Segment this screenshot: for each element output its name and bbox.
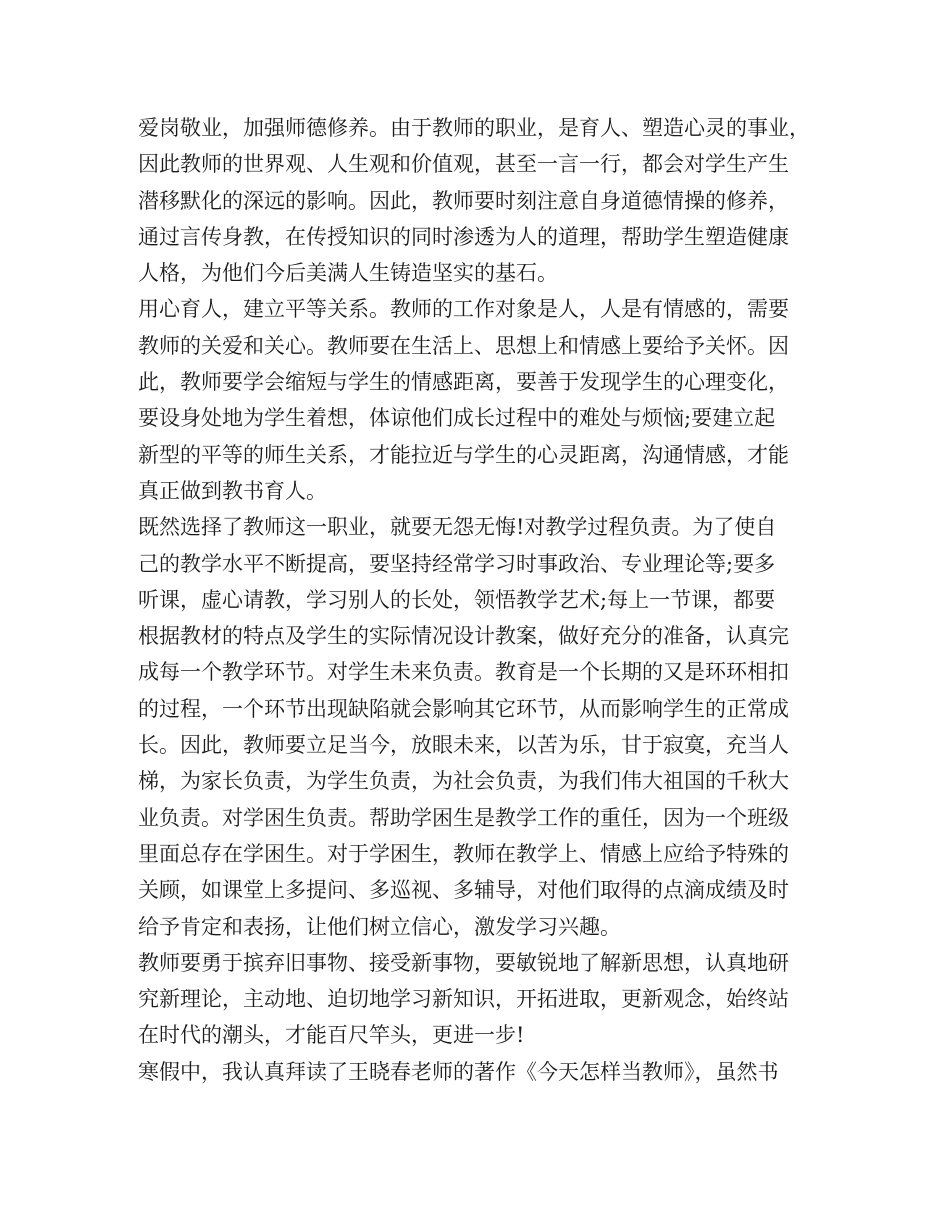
text-line: 教师的关爱和关心。教师要在生活上、思想上和情感上要给予关怀。因	[138, 333, 789, 358]
text-line: 用心育人，建立平等关系。教师的工作对象是人，人是有情感的，需要	[138, 297, 789, 322]
text-line: 业负责。对学困生负责。帮助学困生是教学工作的重任，因为一个班级	[138, 805, 789, 830]
text-line: 人格，为他们今后美满人生铸造坚实的基石。	[138, 261, 558, 286]
text-line: 根据教材的特点及学生的实际情况设计教案，做好充分的准备，认真完	[138, 624, 789, 649]
text-line: 梯，为家长负责，为学生负责，为社会负责，为我们伟大祖国的千秋大	[138, 769, 789, 794]
text-line: 关顾，如课堂上多提问、多巡视、多辅导，对他们取得的点滴成绩及时	[138, 878, 789, 903]
text-line: 因此教师的世界观、人生观和价值观，甚至一言一行，都会对学生产生	[138, 152, 789, 177]
text-line: 爱岗敬业，加强师德修养。由于教师的职业，是育人、塑造心灵的事业，	[138, 116, 810, 140]
text-line: 究新理论，主动地、迫切地学习新知识，开拓进取，更新观念，始终站	[138, 987, 789, 1012]
text-line: 里面总存在学困生。对于学困生，教师在教学上、情感上应给予特殊的	[138, 841, 789, 866]
text-line: 要设身处地为学生着想，体谅他们成长过程中的难处与烦恼;要建立起	[138, 406, 776, 431]
document-body-text	[138, 110, 818, 1090]
text-line: 成每一个教学环节。对学生未来负责。教育是一个长期的又是环环相扣	[138, 660, 789, 685]
text-line: 潜移默化的深远的影响。因此，教师要时刻注意自身道德情操的修养，	[138, 188, 789, 213]
text-line: 长。因此，教师要立足当今，放眼未来，以苦为乐，甘于寂寞，充当人	[138, 733, 789, 758]
text-line: 新型的平等的师生关系，才能拉近与学生的心灵距离，沟通情感，才能	[138, 442, 789, 467]
text-line: 的过程，一个环节出现缺陷就会影响其它环节，从而影响学生的正常成	[138, 696, 789, 721]
text-line: 听课，虚心请教，学习别人的长处，领悟教学艺术;每上一节课，都要	[138, 587, 776, 612]
text-line: 寒假中，我认真拜读了王晓春老师的著作《今天怎样当教师》，虽然书	[138, 1059, 779, 1084]
text-line: 给予肯定和表扬，让他们树立信心，激发学习兴趣。	[138, 914, 621, 939]
text-line: 教师要勇于摈弃旧事物、接受新事物，要敏锐地了解新思想，认真地研	[138, 950, 789, 975]
text-line: 此，教师要学会缩短与学生的情感距离，要善于发现学生的心理变化，	[138, 370, 789, 395]
text-line: 真正做到教书育人。	[138, 478, 327, 503]
text-line: 在时代的潮头，才能百尺竿头，更进一步!	[138, 1023, 525, 1048]
text-line: 通过言传身教，在传授知识的同时渗透为人的道理，帮助学生塑造健康	[138, 224, 789, 249]
text-line: 既然选择了教师这一职业，就要无怨无悔!对教学过程负责。为了使自	[138, 515, 777, 540]
text-line: 己的教学水平不断提高，要坚持经常学习时事政治、专业理论等;要多	[138, 551, 776, 576]
